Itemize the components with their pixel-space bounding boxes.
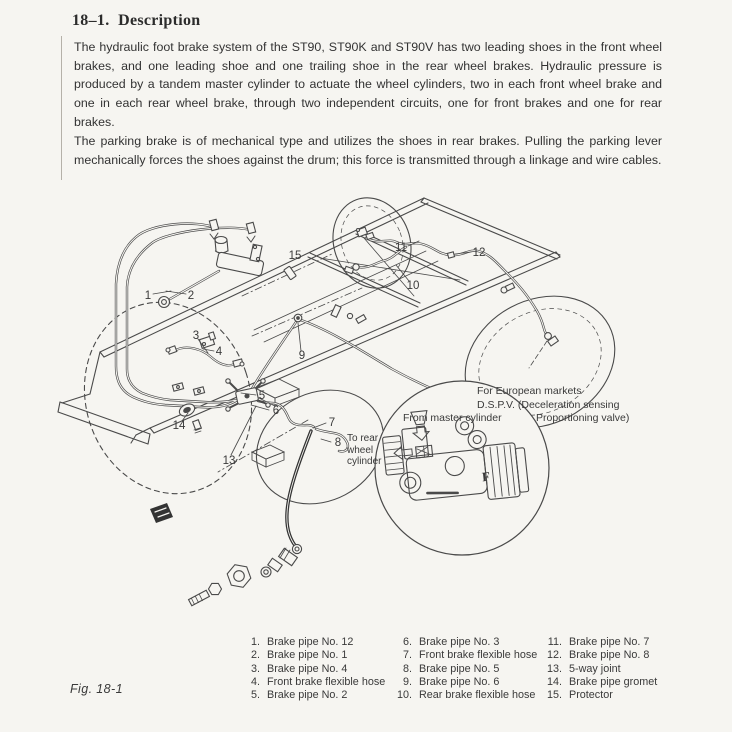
wheels bbox=[60, 188, 638, 526]
parts-list-column-3 bbox=[542, 636, 657, 702]
annotation-european-markets: For European markets bbox=[477, 385, 582, 397]
callout-12: 12 bbox=[472, 247, 486, 259]
flexible-hose-detail bbox=[189, 431, 311, 606]
callout-9: 9 bbox=[298, 350, 306, 362]
front-brake-parts bbox=[166, 332, 244, 433]
parts-row: 5. Brake pipe No. 2 bbox=[250, 689, 348, 702]
brake-pipe-2 bbox=[127, 228, 254, 402]
brake-pipe-1 bbox=[116, 224, 242, 408]
annotation-to-rear-wheel: To rear wheel cylinder bbox=[347, 433, 382, 467]
parts-row: 12. Brake pipe No. 8 bbox=[546, 649, 650, 662]
section-heading: 18–1. Description bbox=[72, 12, 201, 29]
callout-1: 1 bbox=[144, 290, 152, 302]
callout-2: 2 bbox=[187, 290, 195, 302]
margin-rule bbox=[61, 36, 62, 180]
annotation-dspv-line2: Proportioning valve) bbox=[536, 412, 630, 424]
figure-caption: Fig. 18-1 bbox=[70, 682, 123, 696]
annotation-dspv-line1: D.S.P.V. (Deceleration sensing bbox=[477, 399, 620, 411]
parts-row: 14. Brake pipe gromet bbox=[546, 675, 658, 688]
parts-row: 13. 5-way joint bbox=[546, 662, 621, 675]
parts-row: 15. Protector bbox=[546, 689, 613, 702]
parts-row: 10. Rear brake flexible hose bbox=[396, 689, 536, 702]
parts-row: 6. Brake pipe No. 3 bbox=[402, 636, 500, 648]
callout-8: 8 bbox=[334, 437, 342, 449]
callout-14: 14 bbox=[172, 420, 186, 432]
annotation-from-master: From master cylinder bbox=[403, 412, 502, 424]
figure-18-1 bbox=[36, 188, 710, 628]
callout-11: 11 bbox=[395, 242, 407, 254]
parts-row: 3. Brake pipe No. 4 bbox=[250, 662, 348, 675]
parts-row: 11. Brake pipe No. 7 bbox=[547, 636, 650, 648]
protector-part bbox=[284, 266, 297, 280]
front-hose-4 bbox=[174, 348, 235, 366]
parts-row: 1. Brake pipe No. 12 bbox=[250, 636, 354, 648]
master-cylinder-drawing bbox=[159, 219, 265, 307]
parts-row: 8. Brake pipe No. 5 bbox=[402, 662, 500, 675]
parts-row: 9. Brake pipe No. 6 bbox=[402, 675, 500, 688]
parts-row: 4. Front brake flexible hose bbox=[250, 675, 386, 688]
description-paragraph-1: The hydraulic foot brake system of the ST90, ST90K and ST90V has two leading shoes in the front wheel brakes, and one leading shoe and one trailing shoe in the rear wheel brakes. Hydraulic pressure is produced by a tandem master cylinder to actuate the wheel cylinders, two in each front wheel brake and one in each rear wheel brake, through two independent circuits, one for front brakes and one for rear brakes. bbox=[74, 40, 662, 129]
callout-13: 13 bbox=[222, 455, 236, 467]
callout-7: 7 bbox=[328, 417, 336, 429]
callout-5: 5 bbox=[258, 390, 266, 402]
parts-row: 2. Brake pipe No. 1 bbox=[250, 649, 348, 662]
hose-nut bbox=[227, 565, 251, 588]
stamp-mark bbox=[150, 503, 173, 523]
parts-row: 7. Front brake flexible hose bbox=[402, 649, 538, 662]
callout-6: 6 bbox=[272, 405, 280, 417]
callout-3: 3 bbox=[192, 330, 200, 342]
callout-15: 15 bbox=[288, 250, 302, 262]
description-paragraph-2: The parking brake is of mechanical type and utilizes the shoes in rear brakes. Pulling the parking lever mechanically forces the shoes against the drum; this force is transmitted through a linkage and wire cables. bbox=[74, 134, 662, 167]
valve-letter-f: F bbox=[481, 468, 491, 485]
callout-10: 10 bbox=[406, 280, 420, 292]
hose-bolt bbox=[189, 583, 222, 605]
rear-long-pipe bbox=[250, 319, 450, 396]
callout-4: 4 bbox=[215, 346, 223, 358]
parts-list-column-1 bbox=[240, 636, 385, 702]
parts-list-column-2 bbox=[392, 636, 537, 702]
